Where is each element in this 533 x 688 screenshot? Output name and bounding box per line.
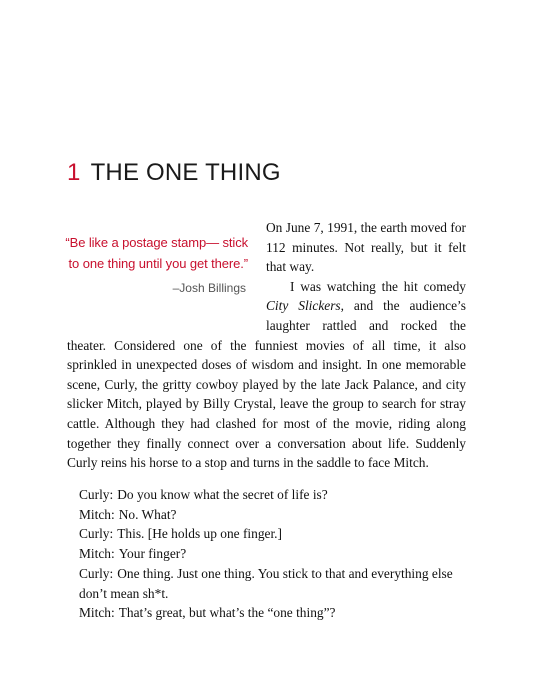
dialogue-text: Your finger? (118, 546, 187, 562)
dialogue-text: One thing. Just one thing. You stick to that and everything else don’t mean sh*t. (79, 565, 453, 601)
paragraph-text-start: I was watching the hit comedy (290, 278, 466, 294)
dialogue-line (79, 603, 469, 623)
dialogue-line (79, 524, 469, 544)
dialogue-speaker: Mitch: (79, 605, 115, 621)
chapter-title: THE ONE THING (90, 159, 281, 186)
dialogue-block (79, 485, 469, 623)
dialogue-text: Do you know what the secret of life is? (117, 487, 328, 502)
dialogue-line (79, 544, 469, 564)
chapter-number: 1 (67, 159, 81, 186)
dialogue-text: That’s great, but what’s the “one thing”? (118, 605, 336, 621)
body-text (67, 218, 466, 473)
dialogue-line (79, 485, 469, 505)
movie-title: City Slickers (266, 298, 341, 314)
dialogue-speaker: Mitch: (79, 506, 115, 522)
dialogue-text: This. [He holds up one finger.] (117, 526, 282, 542)
dialogue-line (79, 505, 469, 525)
epigraph-attribution: –Josh Billings (172, 281, 246, 295)
dialogue-speaker: Curly: (79, 487, 114, 502)
epigraph-spacer (67, 218, 266, 318)
dialogue-speaker: Curly: (79, 526, 114, 542)
dialogue-speaker: Mitch: (79, 546, 115, 562)
epigraph-quote: “Be like a postage stamp— stick to one thing until you get there.” (65, 235, 248, 271)
dialogue-text: No. What? (118, 506, 177, 522)
chapter-heading (67, 157, 281, 189)
paragraph-opening: On June 7, 1991, the earth moved for 112 minutes. Not really, but it felt that way. (266, 220, 466, 275)
paragraph-text-rest: , and the audience’s laughter rattled and rocked the theater. Considered one of the funniest movies of all time, it also sprinkled in unexpected doses of wisdom and insight. In one memorable scene, Curly, the gritty cowboy played by the late Jack Palance, and city slicker Mitch, played by Billy Crystal, leave the group to search for stray cattle. Although they had clashed for most of the movie, riding along together they finally connect over a conversation about life. Suddenly Curly reins his horse to a stop and turns in the saddle to face Mitch. (67, 298, 466, 471)
dialogue-line (79, 564, 469, 603)
dialogue-speaker: Curly: (79, 565, 114, 581)
